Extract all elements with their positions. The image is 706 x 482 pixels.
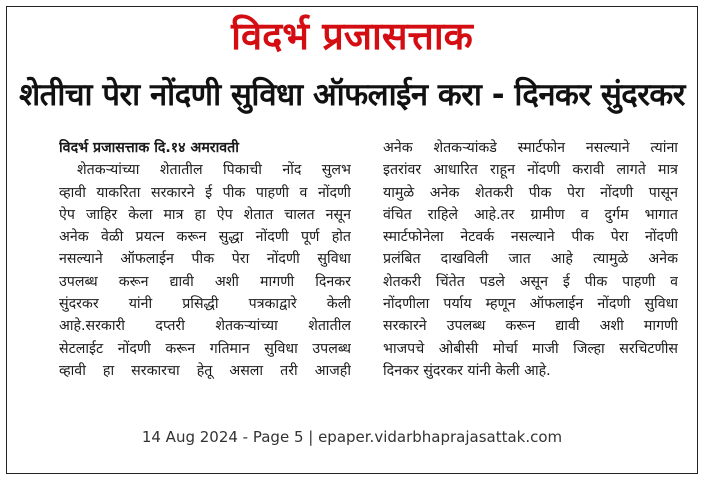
clipping-frame [6, 6, 698, 474]
newspaper-masthead: विदर्भ प्रजासत्ताक [231, 14, 473, 58]
article-dateline: विदर्भ प्रजासत्ताक दि.१४ अमरावती [59, 140, 239, 156]
article-line: भाजपचे ओबीसी मोर्चा माजी जिल्हा सरचिटणीस [383, 340, 678, 357]
article-line: शेतकरी चिंतेत पडले असून ई पीक पाहणी व [383, 273, 678, 290]
article-line: सेटलाईट नोंदणी करून गतिमान सुविधा उपलब्ध [59, 340, 351, 357]
article-line: सुंदरकर यांनी प्रसिद्धी पत्रकाद्वारे केली [59, 296, 351, 313]
article-line: अनेक शेतकऱ्यांकडे स्मार्टफोन नसल्याने त्यांना [383, 140, 678, 156]
article-line: सरकारने उपलब्ध करून द्यावी अशी मागणी [383, 318, 678, 335]
article-line: शेतकऱ्यांच्या शेतातील पिकाची नोंद सुलभ [77, 162, 351, 179]
article-line: यामुळे अनेक शेतकरी पीक पेरा नोंदणी पासून [383, 184, 678, 201]
page-footer-source: 14 Aug 2024 - Page 5 | epaper.vidarbhaprajasattak.com [141, 428, 563, 446]
article-line: व्हावी याकरिता सरकारने ई पीक पाहणी व नोंदणी [59, 184, 351, 201]
article-line: दिनकर सुंदरकर यांनी केली आहे. [383, 362, 551, 379]
article-line: ऐप जाहिर केला मात्र हा ऐप शेतात चालत नसून [59, 206, 351, 223]
article-line: नोंदणीला पर्याय म्हणून ऑफलाईन नोंदणी सुविधा [383, 296, 678, 313]
article-column-left [59, 137, 351, 382]
article-column-right [383, 137, 678, 382]
article-line: उपलब्ध करून द्यावी अशी मागणी दिनकर [59, 273, 351, 290]
article-line: नसल्याने ऑफलाईन पीक पेरा नोंदणी सुविधा [59, 251, 351, 268]
article-line: आहे.सरकारी दप्तरी शेतकऱ्यांच्या शेतातील [59, 318, 351, 335]
article-line: प्रलंबित दाखविली जात आहे त्यामुळे अनेक [383, 251, 678, 268]
article-line: स्मार्टफोनेला नेटवर्क नसल्याने पीक पेरा नोंदणी [383, 229, 678, 246]
article-line: व्हावी हा सरकारचा हेतू असला तरी आजही [59, 362, 351, 379]
article-headline: शेतीचा पेरा नोंदणी सुविधा ऑफलाईन करा - दिनकर सुंदरकर [19, 77, 685, 113]
article-line: वंचित राहिले आहे.तर ग्रामीण व दुर्गम भागात [383, 206, 678, 223]
article-line: अनेक वेळी प्रयत्न करून सुद्धा नोंदणी पूर्ण होत [59, 229, 351, 246]
article-line: इतरांवर आधारित राहून नोंदणी करावी लागते मात्र [383, 162, 678, 179]
